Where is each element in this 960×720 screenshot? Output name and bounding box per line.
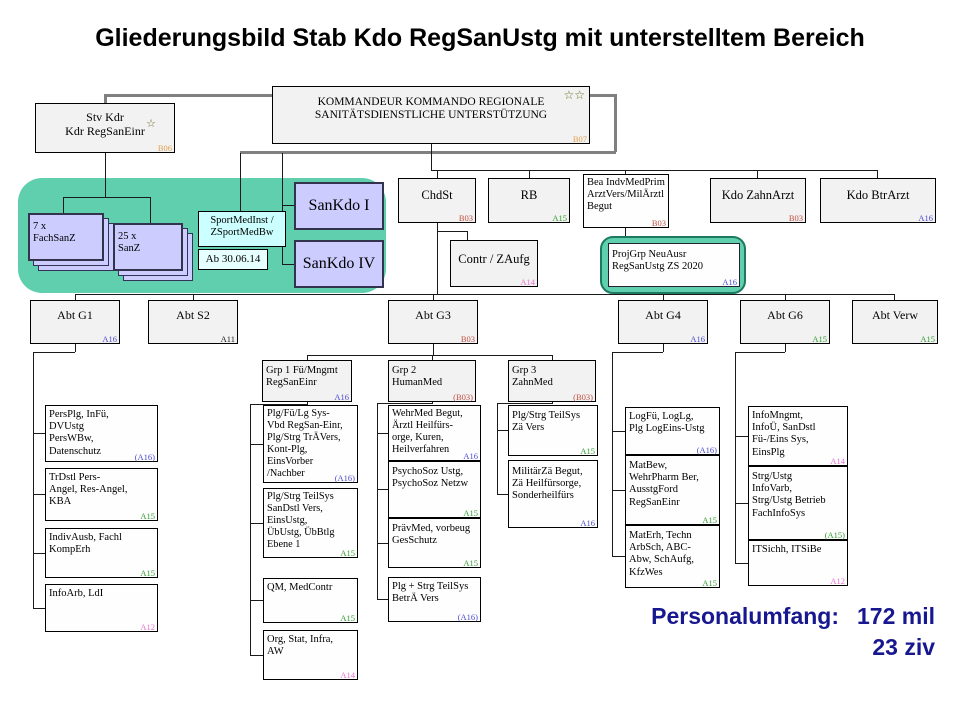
node-abt-g4-code-badge: A16 xyxy=(690,333,705,344)
node-g4c3-code-badge: A15 xyxy=(702,577,717,588)
node-kdo-zahnarzt xyxy=(710,178,806,223)
node-grp2c1-code-badge: A16 xyxy=(463,450,478,461)
node-grp2c4-label: Plg + Strg TeilSys BetrÄ Vers xyxy=(392,581,469,605)
node-chdst-label: ChdSt xyxy=(421,188,453,202)
projgrp-highlight xyxy=(600,236,746,294)
connector-line xyxy=(735,563,748,564)
node-g4c3 xyxy=(625,525,720,588)
node-g6c2-label: Strg/Ustg InfoVarb, Strg/Ustg Betrieb FachInfoSys xyxy=(752,471,826,519)
node-grp1-label: Grp 1 Fü/Mngmt RegSanEinr xyxy=(266,365,338,389)
node-abt-g6-code-badge: A15 xyxy=(812,333,827,344)
node-projgrp-code-badge: A16 xyxy=(722,276,737,287)
node-grp1c1 xyxy=(263,405,358,483)
node-grp1c3-code-badge: A15 xyxy=(340,612,355,623)
node-grp1c4-label: Org, Stat, Infra, AW xyxy=(267,634,333,658)
node-grp2c2-code-badge: A15 xyxy=(463,507,478,518)
connector-line xyxy=(33,553,45,554)
node-abt-verw-code-badge: A15 xyxy=(920,333,935,344)
node-abt-g6-label: Abt G6 xyxy=(767,308,803,322)
connector-line xyxy=(529,170,530,178)
node-g1c4-label: InfoArb, LdI xyxy=(49,588,104,599)
node-g4c2-label: MatBew, WehrPharm Ber, AusstgFord RegSanEinr xyxy=(629,460,699,508)
node-kdo-zahnarzt-code-badge: B03 xyxy=(788,212,803,223)
node-contr-code-badge: A14 xyxy=(520,276,535,287)
node-bea-code-badge: B03 xyxy=(651,217,666,228)
node-kdo-btrarzt-label: Kdo BtrArzt xyxy=(846,188,910,202)
connector-line xyxy=(437,170,438,178)
node-kommandeur-code-badge: B07 xyxy=(572,133,587,144)
node-grp1c2 xyxy=(263,488,358,558)
node-g1c1 xyxy=(45,405,158,462)
connector-line xyxy=(735,503,748,504)
rank-star-icon: ☆☆ xyxy=(563,88,585,102)
node-rb xyxy=(488,178,570,223)
connector-line xyxy=(877,170,878,178)
node-g1c3-code-badge: A15 xyxy=(140,567,155,578)
node-grp1c3-label: QM, MedContr xyxy=(267,582,333,593)
node-grp2-label: Grp 2 HumanMed xyxy=(392,365,443,389)
connector-line xyxy=(250,600,263,601)
connector-line xyxy=(33,494,45,495)
personnel-civilian-value: 23 ziv xyxy=(872,634,935,661)
node-g1c2-label: TrDstl Pers- Angel, Res-Angel, KBA xyxy=(49,472,128,508)
node-g4c2 xyxy=(625,455,720,525)
node-grp1c4 xyxy=(263,630,358,680)
node-g1c4-code-badge: A12 xyxy=(140,621,155,632)
rank-star-icon: ☆ xyxy=(146,118,156,130)
node-grp3c2-code-badge: A16 xyxy=(580,517,595,528)
node-contr xyxy=(450,240,538,287)
personnel-label: Personalumfang: xyxy=(651,603,839,629)
node-g4c1-label: LogFü, LogLg, Plg LogEins-Ustg xyxy=(629,411,705,435)
connector-line xyxy=(282,153,283,265)
connector-line xyxy=(437,223,438,294)
node-kommandeur xyxy=(272,86,590,144)
node-g1c2-code-badge: A15 xyxy=(140,510,155,521)
node-abt-g4-label: Abt G4 xyxy=(645,308,681,322)
connector-line xyxy=(250,523,263,524)
node-g1c3-label: IndivAusb, Fachl KompErh xyxy=(49,532,122,556)
connector-line xyxy=(240,151,616,154)
connector-line xyxy=(240,153,241,211)
node-grp2c2-label: PsychoSoz Ustg, PsychoSoz Netzw xyxy=(392,466,469,490)
connector-line xyxy=(75,344,76,352)
personnel-line-military xyxy=(651,601,935,632)
node-projgrp xyxy=(608,243,740,287)
node-sankdo4 xyxy=(294,240,384,288)
node-stv-kdr xyxy=(35,103,175,153)
node-g6c1-label: InfoMngmt, InfoÜ, SanDstl Fü-/Eins Sys, EinsPlg xyxy=(752,410,816,458)
connector-line xyxy=(33,433,45,434)
node-grp2-code-badge: (B03) xyxy=(453,391,473,402)
node-abt-verw xyxy=(852,300,938,344)
connector-line xyxy=(497,494,508,495)
connector-line xyxy=(377,543,388,544)
node-grp1c4-code-badge: A14 xyxy=(340,669,355,680)
connector-line xyxy=(33,608,45,609)
connector-line xyxy=(437,231,467,232)
node-grp1c2-code-badge: A15 xyxy=(340,547,355,558)
node-sanz-label: 25 x SanZ xyxy=(118,231,141,255)
node-rb-code-badge: A15 xyxy=(552,212,567,223)
connector-line xyxy=(612,352,663,353)
node-grp2c1-label: WehrMed Begut, Ärztl Heilfürs- orge, Kuren, Heilverfahren xyxy=(392,408,463,455)
node-g1c1-label: PersPlg, InFü, DVUstg PersWBw, Datenschutz xyxy=(49,409,109,457)
node-g6c1 xyxy=(748,406,848,466)
node-grp2c3-label: PrävMed, vorbeug GesSchutz xyxy=(392,523,471,547)
node-grp1c1-label: Plg/Fü/Lg Sys- Vbd RegSan-Einr, Plg/Strg TrÄVers, Kont-Plg, EinsVorber /Nachber xyxy=(267,408,343,479)
connector-line xyxy=(735,352,785,353)
connector-line xyxy=(432,402,433,404)
node-projgrp-label: ProjGrp NeuAusr RegSanUstg ZS 2020 xyxy=(612,249,704,273)
connector-line xyxy=(497,403,552,404)
connector-line xyxy=(497,403,498,494)
node-chdst-code-badge: B03 xyxy=(458,212,473,223)
node-grp3c1-code-badge: A15 xyxy=(580,445,595,456)
connector-line xyxy=(433,344,434,355)
node-grp2c3 xyxy=(388,518,481,568)
node-grp2c2 xyxy=(388,461,481,518)
node-ab-date xyxy=(198,249,268,270)
node-rb-label: RB xyxy=(520,188,538,202)
connector-line xyxy=(612,431,625,432)
connector-line xyxy=(497,430,508,431)
node-ab-date-label: Ab 30.06.14 xyxy=(205,253,261,265)
node-grp1c3 xyxy=(263,578,358,623)
node-g6c3 xyxy=(748,540,848,586)
node-grp2c3-code-badge: A15 xyxy=(463,557,478,568)
node-grp1 xyxy=(262,360,352,402)
node-g4c2-code-badge: A15 xyxy=(702,514,717,525)
connector-line xyxy=(735,352,736,563)
node-fachsanz xyxy=(28,213,104,261)
node-g6c1-code-badge: A14 xyxy=(830,455,845,466)
node-grp3 xyxy=(508,360,596,402)
connector-line xyxy=(735,436,748,437)
personnel-summary xyxy=(651,601,935,663)
personnel-military-value: 172 mil xyxy=(857,603,935,629)
connector-line xyxy=(663,344,664,352)
node-grp3c1-label: Plg/Strg TeilSys Zä Vers xyxy=(512,410,581,434)
node-grp2c4-code-badge: (A16) xyxy=(457,611,478,622)
node-abt-g1-code-badge: A16 xyxy=(102,333,117,344)
node-chdst xyxy=(398,178,476,223)
connector-line xyxy=(63,197,150,198)
connector-line xyxy=(612,490,625,491)
connector-line xyxy=(105,153,106,198)
node-abt-g1-label: Abt G1 xyxy=(57,308,93,322)
node-sankdo4-label: SanKdo IV xyxy=(302,255,376,272)
node-bea-label: Bea IndvMedPrim ArztVers/MilÄrztl Begut xyxy=(587,177,665,213)
node-grp2c1 xyxy=(388,405,481,461)
node-sankdo1 xyxy=(294,182,384,230)
node-bea xyxy=(583,174,669,228)
node-sportmed xyxy=(198,211,286,247)
node-grp1-code-badge: A16 xyxy=(334,391,349,402)
connector-line xyxy=(75,294,895,295)
node-abt-g6 xyxy=(740,300,830,344)
connector-line xyxy=(150,197,151,224)
node-kdo-zahnarzt-label: Kdo ZahnArzt xyxy=(721,188,795,202)
connector-line xyxy=(250,444,263,445)
node-abt-s2-code-badge: A11 xyxy=(220,333,235,344)
node-contr-label: Contr / ZAufg xyxy=(458,252,530,266)
connector-line xyxy=(431,144,432,171)
node-grp3c2 xyxy=(508,460,598,528)
node-grp3-label: Grp 3 ZahnMed xyxy=(512,365,553,389)
node-grp2c4 xyxy=(388,577,481,622)
connector-line xyxy=(377,489,388,490)
connector-line xyxy=(377,599,388,600)
node-g6c3-label: ITSichh, ITSiBe xyxy=(752,544,822,555)
connector-line xyxy=(612,352,613,556)
connector-line xyxy=(431,170,877,171)
node-abt-s2 xyxy=(148,300,238,344)
node-fachsanz-label: 7 x FachSanZ xyxy=(33,221,76,245)
connector-line xyxy=(307,355,552,356)
connector-line xyxy=(33,352,34,609)
node-g1c2 xyxy=(45,468,158,521)
node-g1c3 xyxy=(45,528,158,578)
node-abt-g3-code-badge: B03 xyxy=(460,333,475,344)
node-grp2 xyxy=(388,360,476,402)
node-abt-verw-label: Abt Verw xyxy=(871,308,919,322)
node-abt-g1 xyxy=(30,300,120,344)
node-g6c2-code-badge: (A15) xyxy=(824,529,845,540)
node-abt-g4 xyxy=(618,300,708,344)
node-g6c3-code-badge: A12 xyxy=(830,575,845,586)
node-stv-kdr-label: Stv Kdr Kdr RegSanEinr xyxy=(65,110,145,138)
node-g1c1-code-badge: (A16) xyxy=(134,451,155,462)
connector-line xyxy=(250,655,263,656)
connector-line xyxy=(552,402,553,404)
connector-line xyxy=(467,231,468,240)
connector-line xyxy=(377,403,432,404)
node-sanz xyxy=(113,223,183,271)
node-abt-g3 xyxy=(388,300,478,344)
node-grp3-code-badge: (B03) xyxy=(573,391,593,402)
connector-line xyxy=(614,94,617,152)
node-grp1c2-label: Plg/Strg TeilSys SanDstl Vers, EinsUstg, ÜbUstg, ÜbBtlg Ebene 1 xyxy=(267,491,335,550)
connector-line xyxy=(63,197,64,214)
connector-line xyxy=(377,433,388,434)
node-abt-s2-label: Abt S2 xyxy=(176,308,210,322)
node-kdo-btrarzt xyxy=(820,178,936,223)
node-grp1c1-code-badge: (A16) xyxy=(334,472,355,483)
node-g4c1 xyxy=(625,407,720,455)
connector-line xyxy=(33,352,75,353)
node-sankdo1-label: SanKdo I xyxy=(308,197,370,214)
node-grp3c2-label: MilitärZä Begut, Zä Heilfürsorge, Sonderheilfürs xyxy=(512,466,583,502)
node-sportmed-label: SportMedInst / ZSportMedBw xyxy=(210,215,274,239)
node-stv-kdr-code-badge: B06 xyxy=(157,142,172,153)
node-kdo-btrarzt-code-badge: A16 xyxy=(918,212,933,223)
node-g1c4 xyxy=(45,584,158,632)
node-g4c3-label: MatErh, Techn ArbSch, ABC- Abw, SchAufg, KfzWes xyxy=(629,530,694,578)
node-g6c2 xyxy=(748,466,848,540)
connector-line xyxy=(757,170,758,178)
node-kommandeur-label: KOMMANDEUR KOMMANDO REGIONALE SANITÄTSDIENSTLICHE UNTERSTÜTZUNG xyxy=(314,96,548,122)
connector-line xyxy=(785,344,786,352)
node-grp3c1 xyxy=(508,405,598,456)
page-title: Gliederungsbild Stab Kdo RegSanUstg mit unterstelltem Bereich xyxy=(95,24,865,52)
connector-line xyxy=(250,404,251,655)
node-g4c1-code-badge: (A16) xyxy=(696,444,717,455)
connector-line xyxy=(612,556,625,557)
node-abt-g3-label: Abt G3 xyxy=(415,308,451,322)
